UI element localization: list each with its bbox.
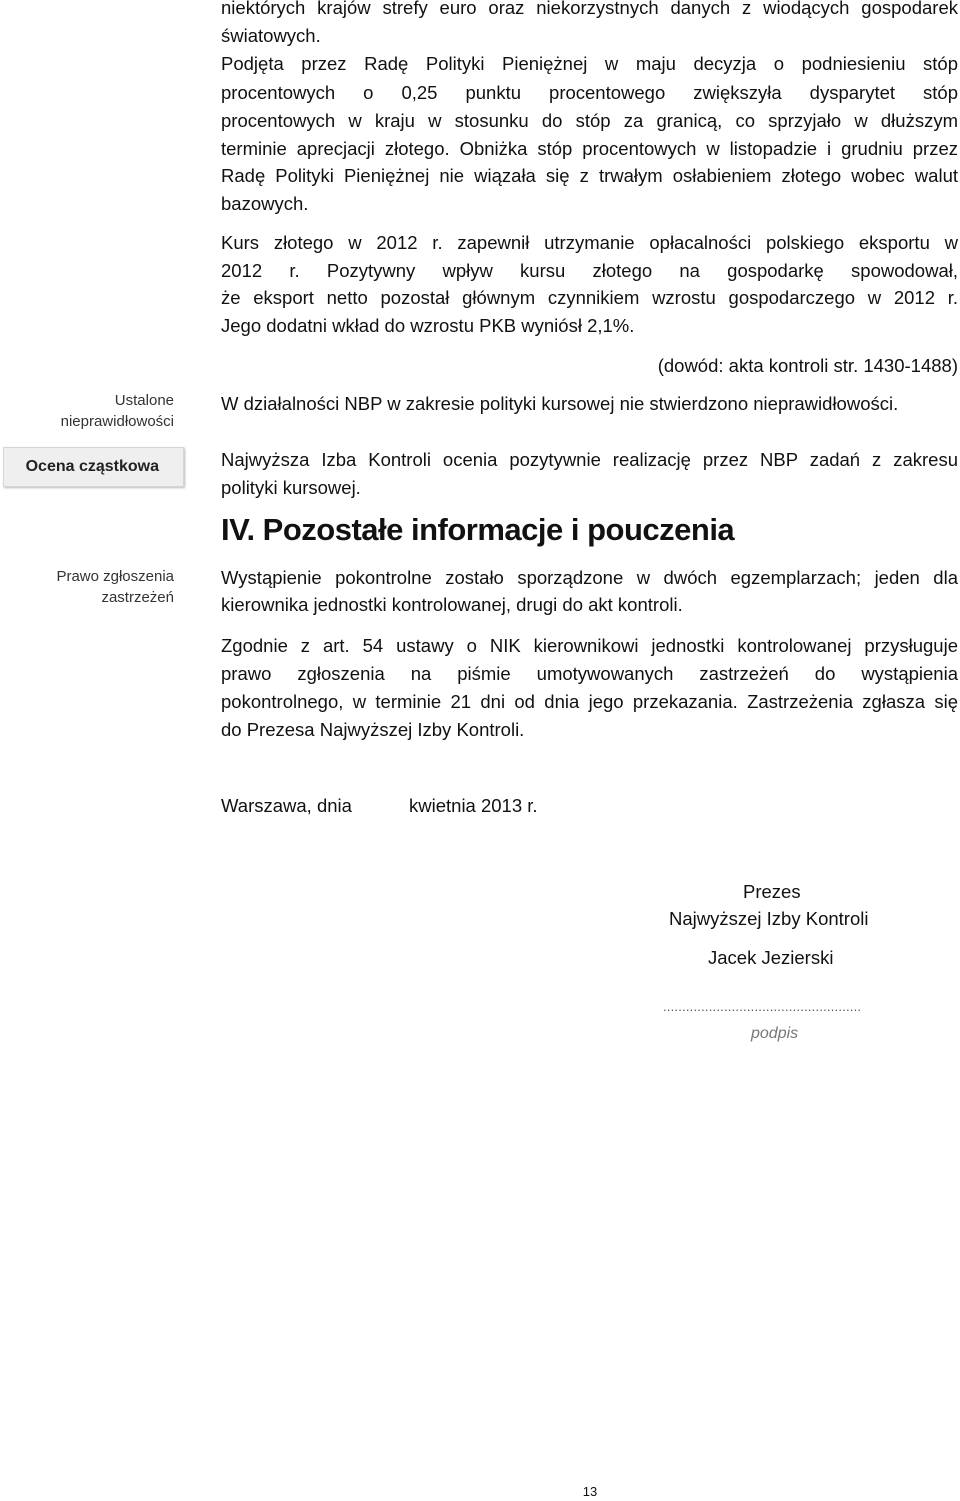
- date-label: kwietnia 2013 r.: [409, 795, 538, 816]
- section-heading: IV. Pozostałe informacje i pouczenia: [221, 512, 735, 547]
- text-line: kierownika jednostki kontrolowanej, drugi do akt kontroli.: [221, 594, 683, 615]
- place-label: Warszawa, dnia: [221, 795, 352, 816]
- sidebar-badge-ocena: Ocena cząstkowa: [3, 447, 184, 487]
- text-line: procentowych w kraju w stosunku do stóp za granicą, co sprzyjało w dłuższym: [221, 110, 958, 131]
- signature-title-institution: Najwyższej Izby Kontroli: [669, 908, 869, 929]
- text-line: Radę Polityki Pieniężnej nie wiązała się z trwałym osłabieniem złotego wobec walut: [221, 165, 958, 186]
- text-line: prawo zgłoszenia na piśmie umotywowanych zastrzeżeń do wystąpienia: [221, 663, 958, 684]
- sidebar-label-prawo-line2: zastrzeżeń: [101, 589, 174, 606]
- text-line: terminie aprecjacji złotego. Obniżka stóp procentowych w listopadzie i grudniu przez: [221, 138, 958, 159]
- text-line: pokontrolnego, w terminie 21 dni od dnia jego przekazania. Zastrzeżenia zgłasza się: [221, 691, 958, 712]
- signature-name: Jacek Jezierski: [708, 947, 834, 968]
- sidebar-label-ustalone: [61, 390, 174, 432]
- sidebar-label-ustalone-line1: Ustalone: [114, 392, 174, 409]
- text-line: Jego dodatni wkład do wzrostu PKB wyniósł 2,1%.: [221, 315, 635, 336]
- text-line: do Prezesa Najwyższej Izby Kontroli.: [221, 719, 525, 740]
- text-line: polityki kursowej.: [221, 477, 361, 498]
- text-line: że eksport netto pozostał głównym czynnikiem wzrostu gospodarczego w 2012 r.: [221, 287, 958, 308]
- evidence-reference: (dowód: akta kontroli str. 1430-1488): [657, 355, 958, 376]
- text-line: Najwyższa Izba Kontroli ocenia pozytywnie realizację przez NBP zadań z zakresu: [221, 449, 958, 470]
- sidebar-label-prawo-line1: Prawo zgłoszenia: [56, 568, 174, 585]
- text-line: niektórych krajów strefy euro oraz niekorzystnych danych z wiodących gospodarek: [221, 0, 958, 18]
- signature-line: ....................................................: [663, 999, 862, 1014]
- signature-label: podpis: [751, 1025, 799, 1042]
- page-number: 13: [582, 1484, 598, 1499]
- text-line: 2012 r. Pozytywny wpływ kursu złotego na gospodarkę spowodował,: [221, 260, 958, 281]
- text-line: Kurs złotego w 2012 r. zapewnił utrzymanie opłacalności polskiego eksportu w: [221, 232, 958, 253]
- sidebar-label-prawo: [56, 566, 174, 608]
- text-line: światowych.: [221, 25, 321, 46]
- text-line: Zgodnie z art. 54 ustawy o NIK kierownikowi jednostki kontrolowanej przysługuje: [221, 635, 958, 656]
- findings-statement: W działalności NBP w zakresie polityki kursowej nie stwierdzono nieprawidłowości.: [221, 393, 899, 414]
- text-line: Wystąpienie pokontrolne zostało sporządzone w dwóch egzemplarzach; jeden dla: [221, 567, 958, 588]
- sidebar-label-ustalone-line2: nieprawidłowości: [60, 413, 174, 430]
- text-line: bazowych.: [221, 193, 309, 214]
- text-line: Podjęta przez Radę Polityki Pieniężnej w maju decyzja o podniesieniu stóp: [221, 53, 958, 74]
- text-line: procentowych o 0,25 punktu procentowego zwiększyła dysparytet stóp: [221, 82, 958, 103]
- signature-title-prezes: Prezes: [743, 881, 801, 902]
